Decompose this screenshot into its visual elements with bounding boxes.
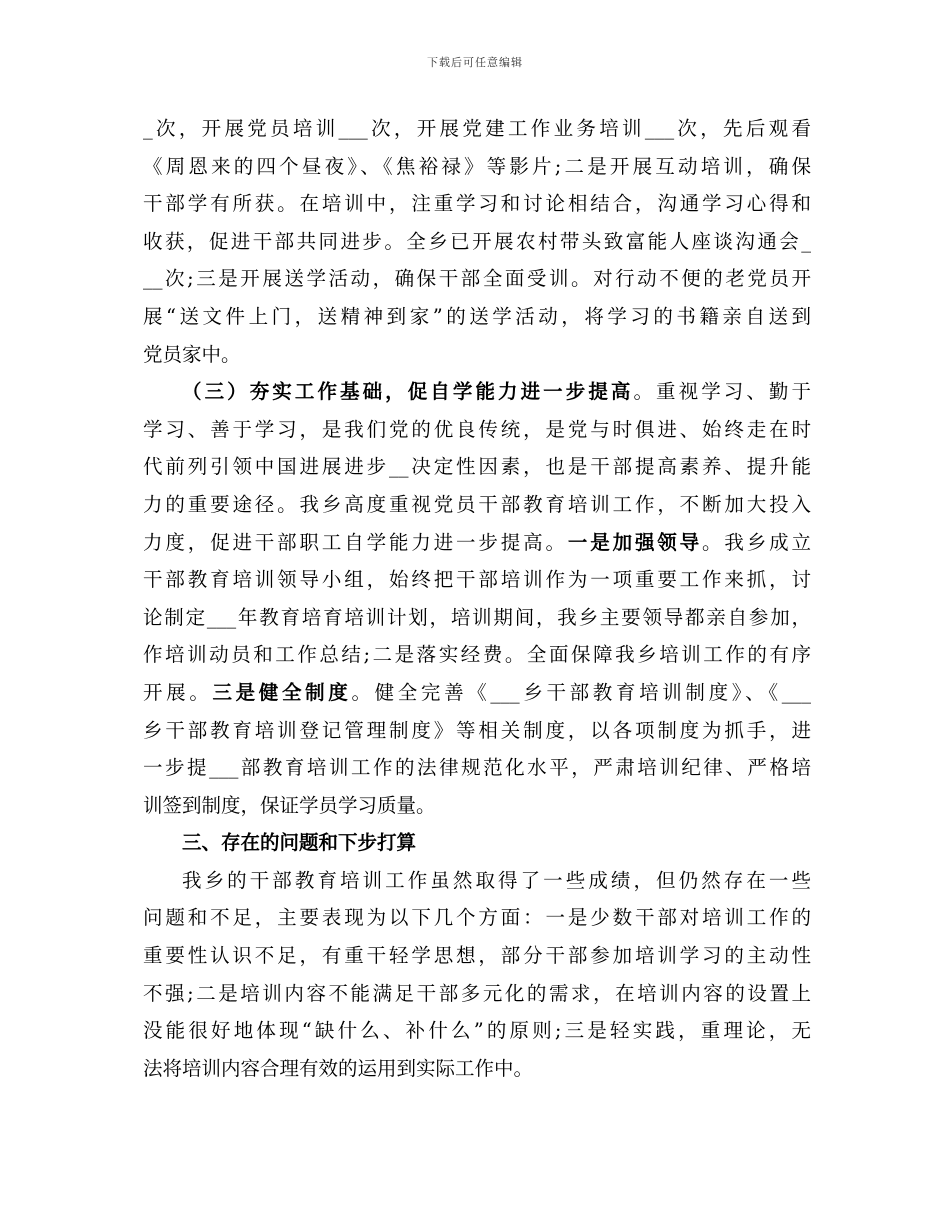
text-line: 乡干部教育培训登记管理制度》等相关制度，以各项制度为抓手，进 [143, 718, 811, 742]
subsection-heading: （三）夯实工作基础，促自学能力进一步提高 [182, 380, 634, 404]
paragraph-self-study [143, 373, 811, 824]
text-line: 干部学有所获。在培训中，注重学习和讨论相结合，沟通学习心得和 [143, 192, 811, 216]
section-heading: 三、存在的问题和下步打算 [182, 831, 417, 855]
text-line: 收获，促进干部共同进步。全乡已开展农村带头致富能人座谈沟通会_ [143, 229, 811, 253]
text-line: 问题和不足，主要表现为以下几个方面：一是少数干部对培训工作的 [143, 906, 811, 930]
text-line: 重要性认识不足，有重干轻学思想，部分干部参加培训学习的主动性 [143, 944, 811, 968]
text-line: 作培训动员和工作总结;二是落实经费。全面保障我乡培训工作的有序 [143, 643, 811, 667]
text-line: _次，开展党员培训___次，开展党建工作业务培训___次，先后观看 [143, 117, 811, 140]
page-header: 下载后可任意编辑 [427, 56, 523, 69]
text-line: 《周恩来的四个昼夜》、《焦裕禄》等影片;二是开展互动培训，确保 [143, 154, 811, 178]
text-line: 不强;二是培训内容不能满足干部多元化的需求，在培训内容的设置上 [143, 981, 811, 1005]
text-line: 党员家中。 [143, 342, 241, 366]
text-span: 。健全完善《___乡干部教育培训制度》、《___ [351, 680, 811, 704]
text-line: 学习、善于学习，是我们党的优良传统，是党与时俱进、始终走在时 [143, 417, 811, 441]
text-line: 力的重要途径。我乡高度重视党员干部教育培训工作，不断加大投入 [143, 492, 811, 516]
bold-phrase: 一是加强领导 [567, 530, 703, 554]
text-line: __次;三是开展送学活动，确保干部全面受训。对行动不便的老党员开 [143, 267, 811, 291]
text-line: 法将培训内容合理有效的运用到实际工作中。 [143, 1056, 534, 1080]
document-body [143, 110, 811, 1087]
text-line: 训签到制度，保证学员学习质量。 [143, 793, 436, 817]
text-line [143, 674, 811, 712]
text-span: 。重视学习、勤于 [633, 380, 811, 404]
text-span: 。我乡成立 [702, 530, 811, 554]
text-span: 力度，促进干部职工自学能力进一步提高。 [143, 530, 568, 554]
text-line: 我乡的干部教育培训工作虽然取得了一些成绩，但仍然存在一些 [182, 868, 811, 892]
bold-phrase: 三是健全制度 [212, 680, 352, 704]
text-line: 展“送文件上门，送精神到家”的送学活动，将学习的书籍亲自送到 [143, 304, 811, 328]
paragraph-problems [143, 862, 811, 1088]
paragraph-training-continued [143, 110, 811, 373]
text-line: 干部教育培训领导小组，始终把干部培训作为一项重要工作来抓，讨 [143, 568, 811, 592]
text-line: 论制定___年教育培育培训计划，培训期间，我乡主要领导都亲自参加， [143, 605, 811, 629]
text-span: 开展。 [143, 680, 213, 704]
text-line: 没能很好地体现“缺什么、补什么”的原则;三是轻实践，重理论，无 [143, 1019, 811, 1043]
text-line [143, 524, 811, 562]
text-line [143, 373, 811, 411]
text-line: 代前列引领中国进展进步__决定性因素，也是干部提高素养、提升能 [143, 455, 811, 479]
text-line: 一步提___部教育培训工作的法律规范化水平，严肃培训纪律、严格培 [143, 756, 811, 780]
